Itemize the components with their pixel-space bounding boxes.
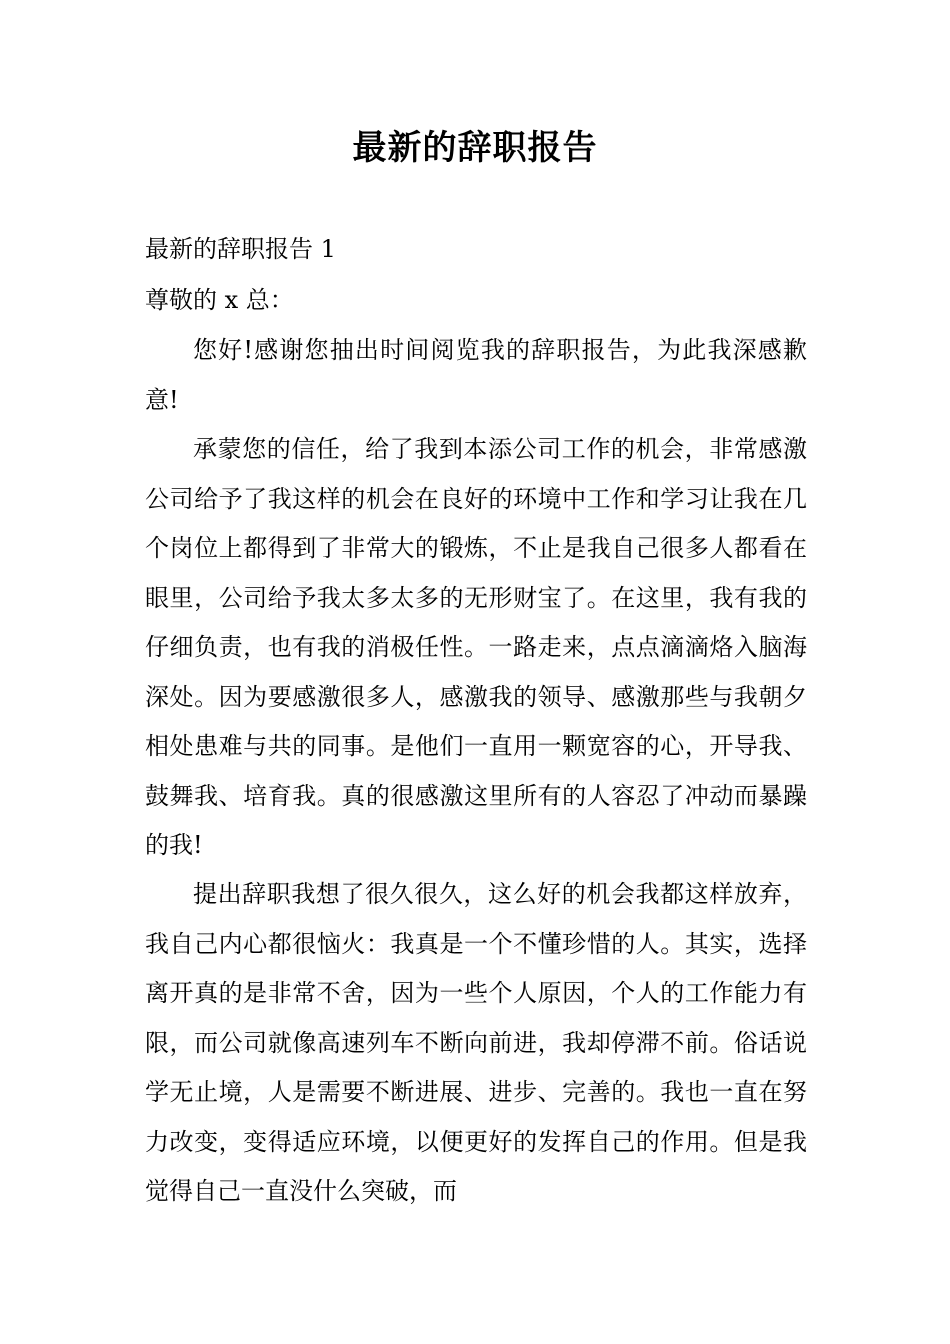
document-title: 最新的辞职报告 bbox=[352, 128, 598, 168]
salutation: 尊敬的 x 总： bbox=[145, 286, 294, 314]
paragraph-apology: 您好!感谢您抽出时间阅览我的辞职报告，为此我深感歉意! bbox=[145, 336, 807, 414]
section-heading: 最新的辞职报告 1 bbox=[145, 235, 336, 263]
paragraph-gratitude: 承蒙您的信任，给了我到本添公司工作的机会，非常感激公司给予了我这样的机会在良好的环境中工作和学习让我在几个岗位上都得到了非常大的锻炼，不止是我自己很多人都看在眼里，公司给予我太多太多的无形财宝了。在这里，我有我的仔细负责，也有我的消极任性。一路走来，点点滴滴烙入脑海深处。因为要感激很多人，感激我的领导、感激那些与我朝夕相处患难与共的同事。是他们一直用一颗宽容的心，开导我、鼓舞我、培育我。真的很感激这里所有的人容忍了冲动而暴躁的我! bbox=[145, 435, 807, 859]
paragraph-reasons: 提出辞职我想了很久很久，这么好的机会我都这样放弃，我自己内心都很恼火：我真是一个不懂珍惜的人。其实，选择离开真的是非常不舍，因为一些个人原因，个人的工作能力有限，而公司就像高速列车不断向前进，我却停滞不前。俗话说学无止境，人是需要不断进展、进步、完善的。我也一直在努力改变，变得适应环境，以便更好的发挥自己的作用。但是我觉得自己一直没什么突破，而 bbox=[145, 880, 807, 1205]
